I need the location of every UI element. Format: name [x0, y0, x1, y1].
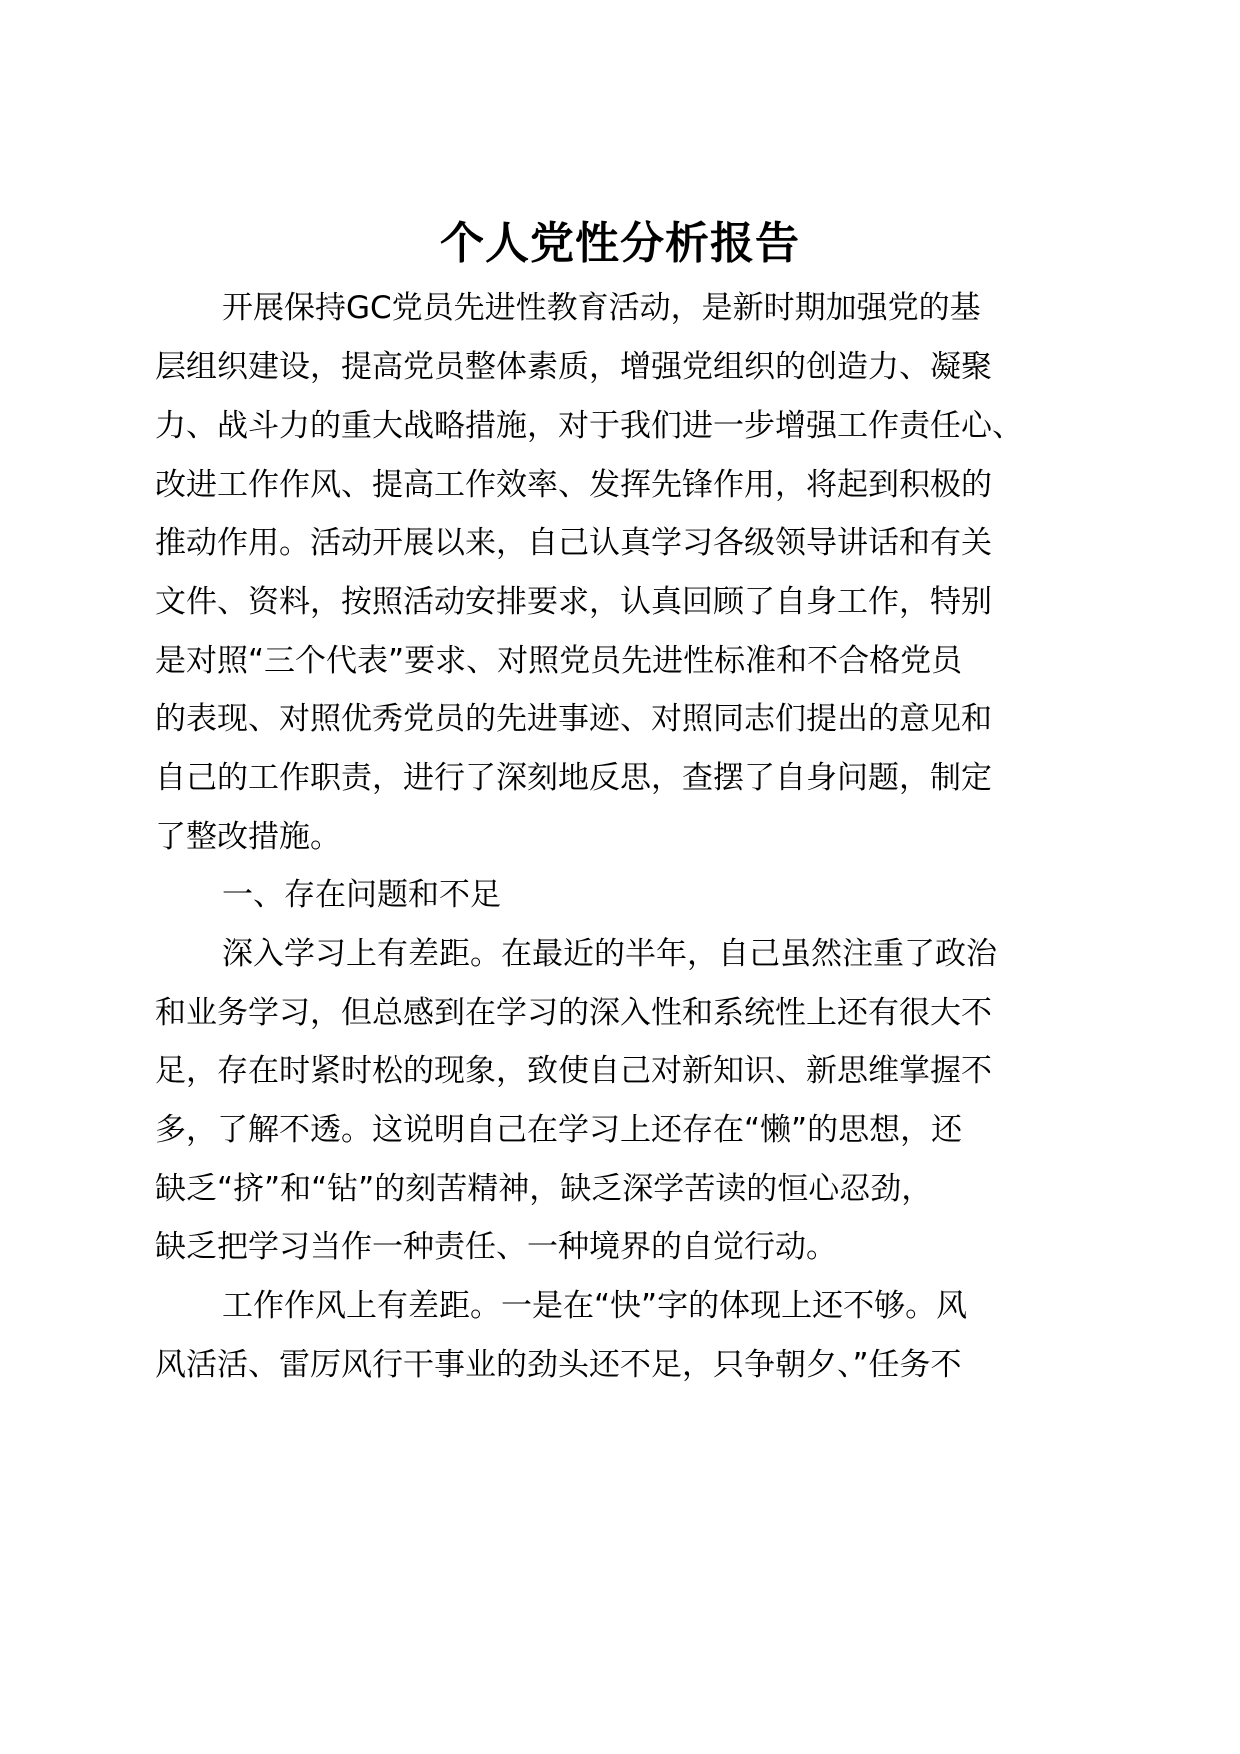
document-title: 个人党性分析报告 [440, 218, 800, 269]
paragraph-line: 和业务学习，但总感到在学习的深入性和系统性上还有很大不 [155, 995, 992, 1031]
paragraph-line: 推动作用。活动开展以来，自己认真学习各级领导讲话和有关 [155, 525, 992, 561]
paragraph-line: 多，了解不透。这说明自己在学习上还存在“懒”的思想，还 [155, 1112, 963, 1148]
section-heading: 一、存在问题和不足 [222, 877, 501, 913]
paragraph-line: 自己的工作职责，进行了深刻地反思，查摆了自身问题，制定 [155, 760, 992, 796]
paragraph-line: 缺乏把学习当作一种责任、一种境界的自觉行动。 [155, 1229, 837, 1265]
paragraph-line: 缺乏“挤”和“钻”的刻苦精神，缺乏深学苦读的恒心忍劲， [155, 1171, 933, 1207]
paragraph-line: 开展保持GC党员先进性教育活动，是新时期加强党的基 [222, 290, 981, 326]
paragraph-line: 文件、资料，按照活动安排要求，认真回顾了自身工作，特别 [155, 584, 992, 620]
paragraph-line: 层组织建设，提高党员整体素质，增强党组织的创造力、凝聚 [155, 349, 992, 385]
paragraph-line: 改进工作作风、提高工作效率、发挥先锋作用，将起到积极的 [155, 467, 992, 503]
paragraph-line: 工作作风上有差距。一是在“快”字的体现上还不够。风 [222, 1288, 968, 1324]
paragraph-line: 的表现、对照优秀党员的先进事迹、对照同志们提出的意见和 [155, 701, 992, 737]
paragraph-line: 力、战斗力的重大战略措施，对于我们进一步增强工作责任心、 [155, 408, 1023, 444]
paragraph-line: 了整改措施。 [155, 819, 341, 855]
paragraph-line: 是对照“三个代表”要求、对照党员先进性标准和不合格党员 [155, 643, 963, 679]
paragraph-line: 足，存在时紧时松的现象，致使自己对新知识、新思维掌握不 [155, 1053, 992, 1089]
paragraph-line: 风活活、雷厉风行干事业的劲头还不足，只争朝夕、”任务不 [155, 1347, 962, 1383]
paragraph-line: 深入学习上有差距。在最近的半年，自己虽然注重了政治 [222, 936, 997, 972]
